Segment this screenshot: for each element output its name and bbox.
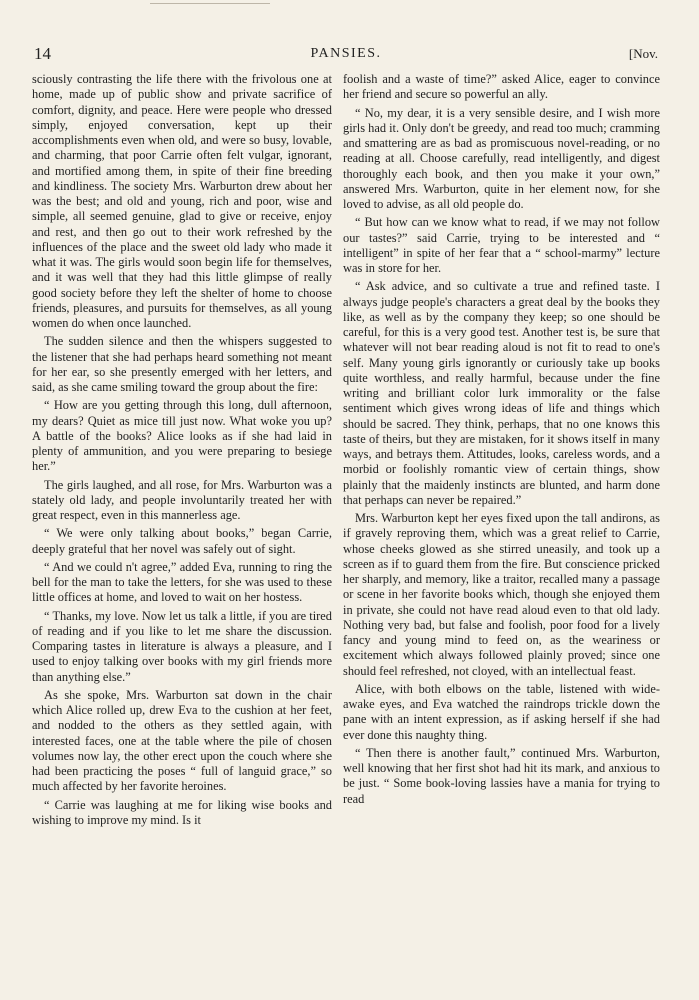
paragraph: “ Ask advice, and so cultivate a true and refined taste. I always judge people's characters a great deal by the books they like, as well as by the company they keep; so one should be careful, for this is a very good test. Another test is, be sure that whatever will not bear reading aloud is not fit to read to one's self. Many young girls ignorantly or curiously take up books quite worthless, and really harmful, because under the fine writing and brilliant color lurk immorality or the false sentiment which gives wrong ideas of life and things which should be sacred. They think, perhaps, that no one knows this taste of theirs, but they are mistaken, for it shows itself in many ways, and betrays them. Attitudes, looks, careless words, and a morbid or foolishly romantic view of certain things, show plainly that the maidenly instincts are blunted, and harm done that perhaps can never be repaired.” xyxy=(343,279,660,507)
paragraph: The sudden silence and then the whispers suggested to the listener that she had perhaps heard something not meant for her ear, so she presently emerged with her letters, and said, as she came smiling toward the group about the fire: xyxy=(32,334,332,394)
paragraph: “ And we could n't agree,” added Eva, running to ring the bell for the man to take the letters, for she was used to these little offices at home, and loved to wait on her hostess. xyxy=(32,559,332,605)
page-number: 14 xyxy=(34,44,51,63)
issue-month: [Nov. xyxy=(628,46,658,61)
paragraph: Alice, with both elbows on the table, listened with wide-awake eyes, and Eva watched the raindrops trickle down the pane with an intent expression, as if asking herself if she had ever done this naughty thing. xyxy=(343,681,660,742)
page-header xyxy=(34,44,658,64)
paragraph: Mrs. Warburton kept her eyes fixed upon the tall andirons, as if gravely reproving them, which was a great relief to Carrie, whose cheeks glowed as she stirred uneasily, and took up a screen as if to guard them from the fire. But conscience pricked her sharply, and memory, like a traitor, recalled many a passage or scene in her favorite books which, though she enjoyed them in private, she could not have read aloud even to that old lady. Nothing very bad, but false and foolish, poor food for a lively fancy and young mind to feed on, as the weariness or excitement which always followed plainly proved; since one should feel refreshed, not cloyed, with an intellectual feast. xyxy=(343,511,660,678)
paragraph: The girls laughed, and all rose, for Mrs. Warburton was a stately old lady, and people involuntarily treated her with great respect, even in this mannerless age. xyxy=(32,477,332,522)
paragraph: “ Then there is another fault,” continued Mrs. Warburton, well knowing that her first shot had hit its mark, and anxious to be just. “ Some book-loving lassies have a mania for trying to read xyxy=(343,745,660,806)
left-column xyxy=(32,72,332,831)
paragraph: As she spoke, Mrs. Warburton sat down in the chair which Alice rolled up, drew Eva to the cushion at her feet, and nodded to the others as they settled again, with interested faces, one at the table where the pile of chosen volumes now lay, the other erect upon the couch where she had been practicing the poses “ full of languid grace,” so much affected by her favorite heroines. xyxy=(32,687,332,794)
running-title: PANSIES. xyxy=(310,46,382,61)
top-rule xyxy=(150,3,270,4)
paragraph: “ We were only talking about books,” began Carrie, deeply grateful that her novel was safely out of sight. xyxy=(32,526,332,556)
paragraph: “ Carrie was laughing at me for liking wise books and wishing to improve my mind. Is it xyxy=(32,797,332,827)
paragraph: “ How are you getting through this long, dull afternoon, my dears? Quiet as mice till just now. What woke you up? A battle of the books? Alice looks as if she had laid in plenty of ammunition, and you were preparing to besiege her.” xyxy=(32,398,332,474)
paragraph: “ No, my dear, it is a very sensible desire, and I wish more girls had it. Only don't be greedy, and read too much; cramming and smattering are as bad as promiscuous novel-reading, or no reading at all. Choose carefully, read intelligently, and digest thoroughly each book, and then you make it your own,” answered Mrs. Warburton, quite in her element now, for she loved to advise, as all old people do. xyxy=(343,105,660,211)
paragraph: sciously contrasting the life there with the frivolous one at home, made up of public show and private sacrifice of comfort, dignity, and peace. Here were people who dressed simply, enjoyed conversation, kept up their accomplishments even when old, and were so busy, lovable, and charming, that poor Carrie often felt vulgar, ignorant, and mortified among them, in spite of their fine breeding and kindliness. The society Mrs. Warburton drew about her was the best; and old and young, rich and poor, wise and simple, all seemed genuine, glad to give or receive, enjoy and rest, and then go out to their work refreshed by the influences of the place and the sweet old lady who made it what it was. The girls would soon begin life for themselves, and it was well that they had this little glimpse of really good society before they left the shelter of home to choose friends, pleasures, and pursuits for themselves, as all young women do when once launched. xyxy=(32,72,332,330)
paragraph: foolish and a waste of time?” asked Alice, eager to convince her friend and secure so powerful an ally. xyxy=(343,72,660,102)
paragraph: “ Thanks, my love. Now let us talk a little, if you are tired of reading and if you like to let me share the discussion. Comparing tastes in literature is always a pleasure, and I used to enjoy talking over books with my girl friends more than anything else.” xyxy=(32,608,332,684)
right-column xyxy=(343,72,660,810)
paragraph: “ But how can we know what to read, if we may not follow our tastes?” said Carrie, trying to be interested and “ intelligent” in spite of her fear that a “ school-marmy” lecture was in store for her. xyxy=(343,215,660,275)
